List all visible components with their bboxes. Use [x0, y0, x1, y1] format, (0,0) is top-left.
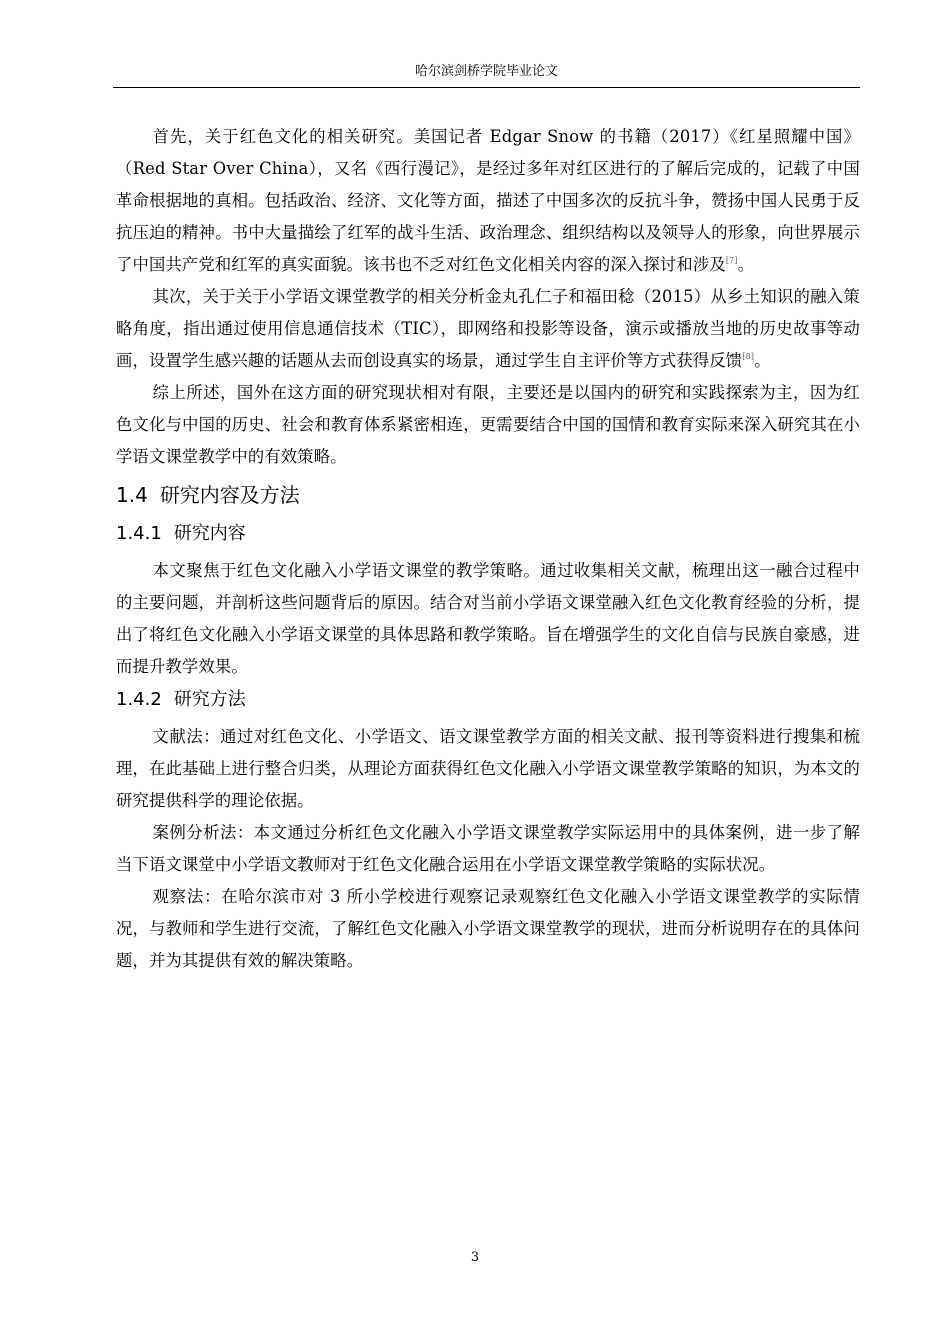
- page-number: 3: [470, 1250, 480, 1265]
- section-heading-1-4-2: [116, 685, 860, 715]
- running-header: 哈尔滨剑桥学院毕业论文: [414, 64, 558, 79]
- section-title: 研究方法: [173, 689, 246, 710]
- paragraph-summary: 综上所述，国外在这方面的研究现状相对有限，主要还是以国内的研究和实践探索为主，因为红色文化与中国的历史、社会和教育体系紧密相连，更需要结合中国的国情和教育实际来深入研究其在小学语文课堂教学中的有效策略。: [116, 383, 860, 466]
- section-number: 1.4.1: [116, 523, 162, 544]
- section-number: 1.4.2: [116, 689, 162, 710]
- header-rule: [113, 87, 860, 88]
- paragraph-case-analysis-method: 案例分析法：本文通过分析红色文化融入小学语文课堂教学实际运用中的具体案例，进一步了解当下语文课堂中小学语文教师对于红色文化融合运用在小学语文课堂教学策略的实际状况。: [116, 823, 860, 874]
- paragraph-end: 。: [754, 351, 771, 370]
- section-number: 1.4: [116, 483, 148, 507]
- paragraph-research-content: 本文聚焦于红色文化融入小学语文课堂的教学策略。通过收集相关文献，梳理出这一融合过程中的主要问题，并剖析这些问题背后的原因。结合对当前小学语文课堂融入红色文化教育经验的分析，提出了将红色文化融入小学语文课堂的具体思路和教学策略。旨在增强学生的文化自信与民族自豪感，进而提升教学效果。: [116, 561, 860, 676]
- citation-ref: [7]: [725, 256, 738, 265]
- page-body: [116, 121, 860, 977]
- paragraph-chinese-teaching-analysis: [116, 281, 860, 377]
- paragraph-observation-method: 观察法：在哈尔滨市对 3 所小学校进行观察记录观察红色文化融入小学语文课堂教学的实际情况，与教师和学生进行交流，了解红色文化融入小学语文课堂教学的现状，进而分析说明存在的具体问题，并为其提供有效的解决策略。: [116, 887, 860, 970]
- section-title: 研究内容及方法: [159, 483, 300, 507]
- paragraph-text: 首先，关于红色文化的相关研究。美国记者 Edgar Snow 的书籍（2017）《红星照耀中国》（Red Star Over China），又名《西行漫记》，是经过多年对红区进行的了解后完成的，记载了中国革命根据地的真相。包括政治、经济、文化等方面，描述了中国多次的反抗斗争，赞扬中国人民勇于反抗压迫的精神。书中大量描绘了红军的战斗生活、政治理念、组织结构以及领导人的形象，向世界展示了中国共产党和红军的真实面貌。该书也不乏对红色文化相关内容的深入探讨和涉及: [116, 127, 860, 274]
- citation-ref: [8]: [742, 352, 755, 361]
- section-title: 研究内容: [173, 523, 246, 544]
- paragraph-end: 。: [737, 255, 755, 274]
- paragraph-text: 其次，关于关于小学语文课堂教学的相关分析金丸孔仁子和福田稔（2015）从乡土知识的融入策略角度，指出通过使用信息通信技术（TIC），即网络和投影等设备，演示或播放当地的历史故事等动画，设置学生感兴趣的话题从去而创设真实的场景，通过学生自主评价等方式获得反馈: [116, 287, 860, 370]
- section-heading-1-4: [116, 479, 860, 511]
- paragraph-literature-method: 文献法：通过对红色文化、小学语文、语文课堂教学方面的相关文献、报刊等资料进行搜集和梳理，在此基础上进行整合归类，从理论方面获得红色文化融入小学语文课堂教学策略的知识，为本文的研究提供科学的理论依据。: [116, 727, 860, 810]
- paragraph-red-culture-research: [116, 121, 860, 281]
- section-heading-1-4-1: [116, 519, 860, 549]
